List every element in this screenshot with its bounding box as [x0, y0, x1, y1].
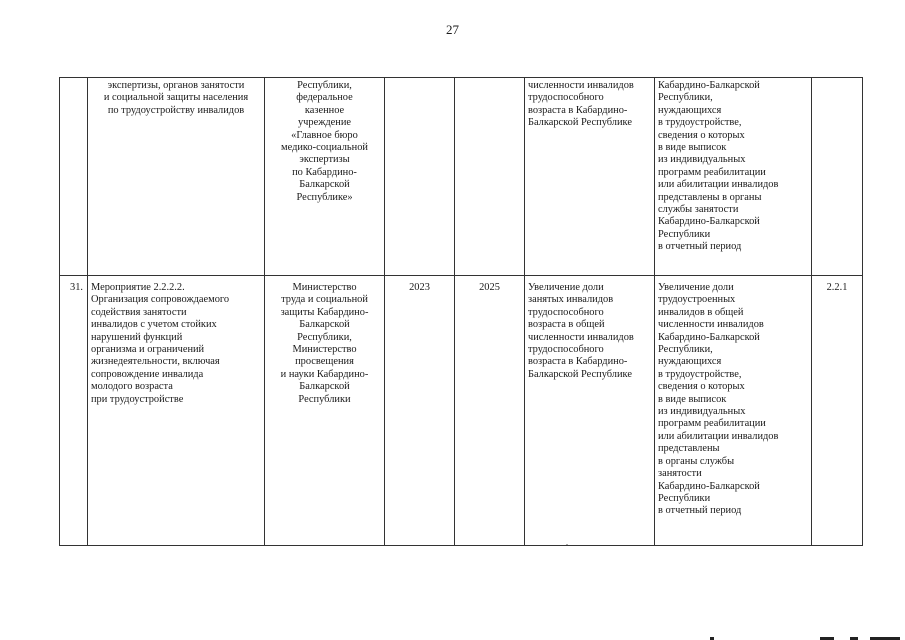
- executor-cell: Министерство труда и социальной защиты Кабардино- Балкарской Республики, Министерство просвещения и науки Кабардино- Балкарской Республики: [265, 276, 385, 546]
- expected-result-cell: Увеличение доли занятых инвалидов трудоспособного возраста в общей численности инвалидов трудоспособного возраста в Кабардино- Балкарской Республике: [525, 276, 655, 546]
- start-year-cell: 2023: [385, 276, 455, 546]
- measure-cell: экспертизы, органов занятости и социальной защиты населения по трудоустройству инвалидов: [88, 78, 265, 276]
- executor-cell: Республики, федеральное казенное учреждение «Главное бюро медико-социальной экспертизы по Кабардино- Балкарской Республике»: [265, 78, 385, 276]
- end-year-cell: [455, 78, 525, 276]
- row-number-cell: [60, 78, 88, 276]
- row-number-cell: 31.: [60, 276, 88, 546]
- scan-artifact: [700, 635, 905, 640]
- indicator-cell: Увеличение доли трудоустроенных инвалидов в общей численности инвалидов Кабардино-Балкарской Республики, нуждающихся в трудоустройстве, сведения о которых в виде выписок из индивидуальных программ реабилитации или абилитации инвалидов представлены в органы службы занятости Кабардино-Балкарской Республики в отчетный период: [655, 276, 812, 546]
- start-year-cell: [385, 78, 455, 276]
- expected-result-cell: численности инвалидов трудоспособного возраста в Кабардино- Балкарской Республике: [525, 78, 655, 276]
- link-cell: 2.2.1: [812, 276, 863, 546]
- link-cell: [812, 78, 863, 276]
- measure-cell: Мероприятие 2.2.2.2. Организация сопровождаемого содействия занятости инвалидов с учетом стойких нарушений функций организма и ограничений жизнедеятельности, включая сопровождение инвалида молодого возраста при трудоустройстве: [88, 276, 265, 546]
- program-table: [59, 77, 863, 546]
- page-number: 27: [446, 22, 459, 37]
- indicator-cell: Кабардино-Балкарской Республики, нуждающихся в трудоустройстве, сведения о которых в виде выписок из индивидуальных программ реабилитации или абилитации инвалидов представлены в органы службы занятости Кабардино-Балкарской Республики в отчетный период: [655, 78, 812, 276]
- table-row: [60, 276, 863, 546]
- table-row: [60, 78, 863, 276]
- end-year-cell: 2025: [455, 276, 525, 546]
- stray-dot: .: [566, 538, 568, 547]
